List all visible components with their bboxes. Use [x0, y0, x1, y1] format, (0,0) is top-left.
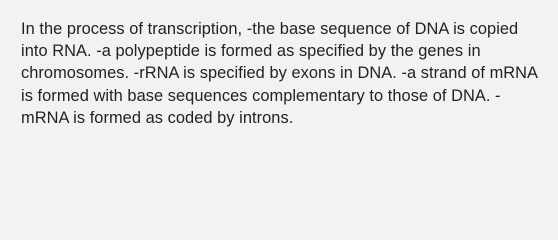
- question-text: In the process of transcription, -the base sequence of DNA is copied into RNA. -a polypeptide is formed as specified by the genes in chromosomes. -rRNA is specified by exons in DNA. -a strand of mRNA is formed with base sequences complementary to those of DNA. -mRNA is formed as coded by introns.: [21, 20, 538, 127]
